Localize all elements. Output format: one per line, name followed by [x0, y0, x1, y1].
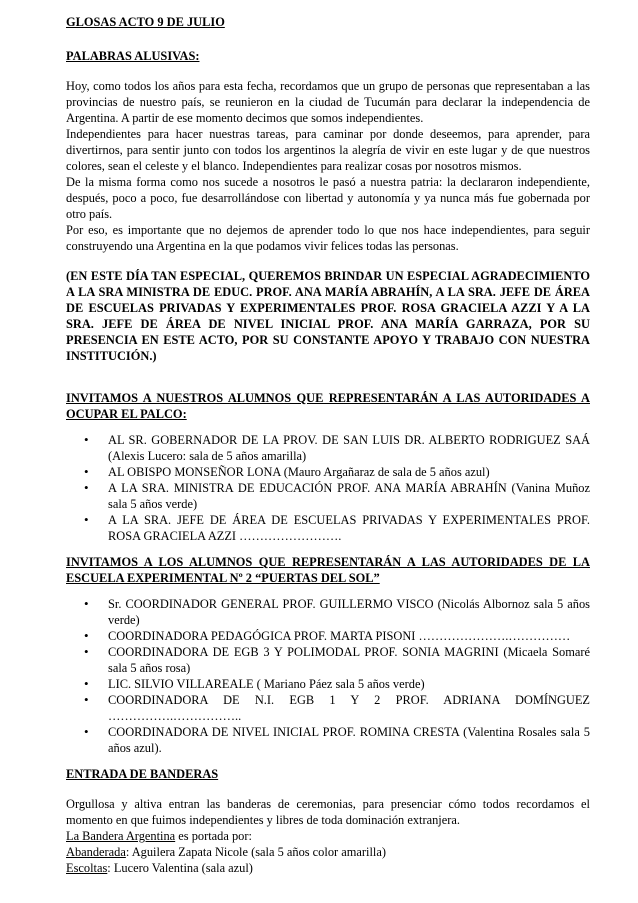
escuela-heading: INVITAMOS A LOS ALUMNOS QUE REPRESENTARÁN A LAS AUTORIDADES DE LA ESCUELA EXPERIMENTAL Nº 2 “PUERTAS DEL SOL” — [66, 555, 590, 585]
palco-heading: INVITAMOS A NUESTROS ALUMNOS QUE REPRESENTARÁN A LAS AUTORIDADES A OCUPAR EL PALCO: — [66, 391, 590, 421]
palabras-paragraph-3: De la misma forma como nos sucede a nosotros le pasó a nuestra patria: la declararon independiente, después, poco a poco, fue desarrollándose con libertad y autonomía y ya nunca más fue gobernada por otro país. — [66, 175, 590, 221]
banderas-paragraph: Orgullosa y altiva entran las banderas de ceremonias, para presenciar cómo todos recordamos el momento en que fuimos independientes y libres de toda dominación extranjera. — [66, 797, 590, 827]
list-item: • COORDINADORA DE NIVEL INICIAL PROF. ROMINA CRESTA (Valentina Rosales sala 5 años azul). — [82, 724, 590, 756]
bandera-line — [66, 828, 590, 844]
palabras-body — [66, 78, 590, 254]
escoltas-label: Escoltas — [66, 861, 108, 875]
palabras-paragraph-2: Independientes para hacer nuestras tareas, para caminar por donde deseemos, para aprender, para divertirnos, para sentir junto con todos los argentinos la alegría de vivir en este lugar y de que nuestros colores, sean el celeste y el blanco. Independientes para realizar cosas por nosotros mismos. — [66, 127, 590, 173]
list-item: • AL OBISPO MONSEÑOR LONA (Mauro Argañaraz de sala de 5 años azul) — [82, 464, 590, 480]
list-item: • A LA SRA. JEFE DE ÁREA DE ESCUELAS PRIVADAS Y EXPERIMENTALES PROF. ROSA GRACIELA AZZI ……………………. — [82, 512, 590, 544]
document-page — [66, 14, 590, 876]
list-item: • COORDINADORA DE EGB 3 Y POLIMODAL PROF. SONIA MAGRINI (Micaela Somaré sala 5 años rosa) — [82, 644, 590, 676]
list-item: • Sr. COORDINADOR GENERAL PROF. GUILLERMO VISCO (Nicolás Albornoz sala 5 años verde) — [82, 596, 590, 628]
bandera-rest: es portada por: — [175, 829, 252, 843]
abanderada-label: Abanderada — [66, 845, 126, 859]
escuela-list — [66, 596, 590, 756]
list-item: • AL SR. GOBERNADOR DE LA PROV. DE SAN LUIS DR. ALBERTO RODRIGUEZ SAÁ (Alexis Lucero: sala de 5 años amarilla) — [82, 432, 590, 464]
document-title: GLOSAS ACTO 9 DE JULIO — [66, 15, 225, 29]
banderas-heading: ENTRADA DE BANDERAS — [66, 767, 219, 781]
palabras-heading: PALABRAS ALUSIVAS: — [66, 49, 200, 63]
list-item: • COORDINADORA DE N.I. EGB 1 Y 2 PROF. ADRIANA DOMÍNGUEZ …………….…………….. — [82, 692, 590, 724]
escoltas-value: : Lucero Valentina (sala azul) — [107, 861, 253, 875]
list-item: • COORDINADORA PEDAGÓGICA PROF. MARTA PISONI ………………….…………… — [82, 628, 590, 644]
agradecimiento-paragraph: (EN ESTE DÍA TAN ESPECIAL, QUEREMOS BRINDAR UN ESPECIAL AGRADECIMIENTO A LA SRA MINISTRA DE EDUC. PROF. ANA MARÍA ABRAHÍN, A LA SRA. JEFE DE ÁREA DE ESCUELAS PRIVADAS Y EXPERIMENTALES PROF. ROSA GRACIELA AZZI Y A LA SRA. JEFE DE ÁREA DE NIVEL INICIAL PROF. ANA MARÍA GARRAZA, POR SU PRESENCIA EN ESTE ACTO, POR SU CONSTANTE APOYO Y TRABAJO CON NUESTRA INSTITUCIÓN.) — [66, 269, 590, 363]
abanderada-value: : Aguilera Zapata Nicole (sala 5 años color amarilla) — [125, 845, 386, 859]
list-item: • A LA SRA. MINISTRA DE EDUCACIÓN PROF. ANA MARÍA ABRAHÍN (Vanina Muñoz sala 5 años verde) — [82, 480, 590, 512]
abanderada-line — [66, 844, 590, 860]
palabras-paragraph-1: Hoy, como todos los años para esta fecha, recordamos que un grupo de personas que representaban a las provincias de nuestro país, se reunieron en la ciudad de Tucumán para declarar la independencia de Argentina. A partir de ese momento decimos que somos independientes. — [66, 79, 590, 125]
escoltas-line — [66, 860, 590, 876]
palco-list — [66, 432, 590, 544]
bandera-label: La Bandera Argentina — [66, 829, 176, 843]
list-item: • LIC. SILVIO VILLAREALE ( Mariano Páez sala 5 años verde) — [82, 676, 590, 692]
palabras-paragraph-4: Por eso, es importante que no dejemos de aprender todo lo que nos hace independientes, para seguir construyendo una Argentina en la que podamos vivir felices todas las personas. — [66, 223, 590, 253]
